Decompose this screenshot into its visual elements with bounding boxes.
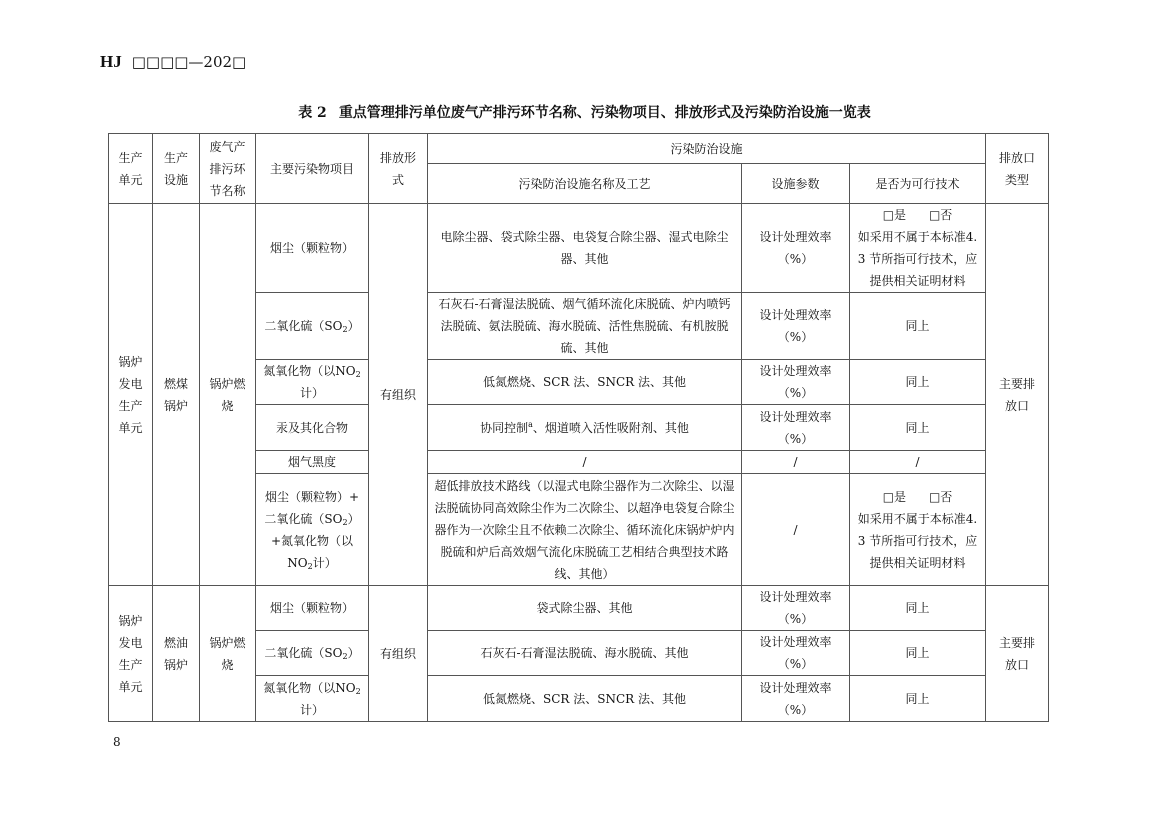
- cell-param: 设计处理效率（%）: [742, 631, 850, 676]
- cell-feasible: 同上: [850, 360, 986, 405]
- cell-feasible: /: [850, 451, 986, 474]
- cell-feasible: 同上: [850, 631, 986, 676]
- cell-pollutant: 二氧化硫$(SO_2)$: [256, 631, 369, 676]
- col-header-outlet: 排放口类型: [986, 134, 1049, 204]
- cell-control: 低氮燃烧、SCR 法、SNCR 法、其他: [428, 676, 742, 722]
- cell-pollutant: 氮氧化物（以$NO_2$计）: [256, 360, 369, 405]
- cell-source: 锅炉燃烧: [200, 204, 256, 586]
- col-header-param: 设施参数: [742, 164, 850, 204]
- cell-param: 设计处理效率（%）: [742, 204, 850, 293]
- cell-control: 超低排放技术路线（以湿式电除尘器作为二次除尘、以湿法脱硫协同高效除尘作为二次除尘、以超净电袋复合除尘器作为一次除尘且不依赖二次除尘、循环流化床锅炉炉内脱硫和炉后高效烟气流化床脱硫工艺相结合典型技术路线、其他）: [428, 474, 742, 586]
- cell-param: /: [742, 451, 850, 474]
- cell-param: 设计处理效率（%）: [742, 405, 850, 451]
- cell-control: 低氮燃烧、SCR 法、SNCR 法、其他: [428, 360, 742, 405]
- cell-control: /: [428, 451, 742, 474]
- cell-feasible: 同上: [850, 676, 986, 722]
- col-header-source: 废气产排污环节名称: [200, 134, 256, 204]
- col-header-unit: 生产单元: [109, 134, 153, 204]
- cell-control: 协同控制$^a$、烟道喷入活性吸附剂、其他: [428, 405, 742, 451]
- cell-outlet: 主要排放口: [986, 586, 1049, 722]
- cell-pollutant: 烟气黑度: [256, 451, 369, 474]
- table-title: [0, 102, 1169, 122]
- document-header: [100, 52, 246, 72]
- col-header-pollutant: 主要污染物项目: [256, 134, 369, 204]
- checkbox-yes: □是: [882, 489, 907, 504]
- col-header-control-name: 污染防治设施名称及工艺: [428, 164, 742, 204]
- pollution-control-table: [108, 133, 1049, 722]
- cell-pollutant: 烟尘（颗粒物）: [256, 204, 369, 293]
- feasible-note: 如采用不属于本标准4.3 节所指可行技术，应提供相关证明材料: [857, 230, 978, 288]
- checkbox-yes: □是: [882, 208, 907, 222]
- cell-form: 有组织: [369, 586, 428, 722]
- cell-control: 石灰石-石膏湿法脱硫、烟气循环流化床脱硫、炉内喷钙法脱硫、氨法脱硫、海水脱硫、活性焦脱硫、有机胺脱硫、其他: [428, 293, 742, 360]
- cell-facility: 燃油锅炉: [153, 586, 200, 722]
- cell-pollutant: 烟尘（颗粒物）+ 二氧化硫$(SO_2)$ +氮氧化物（以 $NO_2$计）: [256, 474, 369, 586]
- cell-pollutant: 氮氧化物（以$NO_2$计）: [256, 676, 369, 722]
- cell-control: 袋式除尘器、其他: [428, 586, 742, 631]
- cell-pollutant: 二氧化硫$(SO_2)$: [256, 293, 369, 360]
- table-row: [109, 204, 1049, 293]
- cell-source: 锅炉燃烧: [200, 586, 256, 722]
- feasible-note: 如采用不属于本标准4.3 节所指可行技术，应提供相关证明材料: [857, 511, 978, 570]
- checkbox-no: □否: [928, 489, 953, 504]
- header-code: □□□□—202□: [131, 53, 247, 71]
- cell-param: 设计处理效率（%）: [742, 586, 850, 631]
- cell-facility: 燃煤锅炉: [153, 204, 200, 586]
- col-header-form: 排放形式: [369, 134, 428, 204]
- cell-param: 设计处理效率（%）: [742, 676, 850, 722]
- col-header-control-group: 污染防治设施: [428, 134, 986, 164]
- cell-param: 设计处理效率（%）: [742, 360, 850, 405]
- cell-outlet: 主要排放口: [986, 204, 1049, 586]
- table-row: [109, 586, 1049, 631]
- header-prefix: HJ: [100, 52, 122, 71]
- cell-feasible: 同上: [850, 586, 986, 631]
- cell-feasible: [850, 474, 986, 586]
- cell-param: /: [742, 474, 850, 586]
- checkbox-no: □否: [928, 208, 953, 222]
- page-number: 8: [113, 735, 121, 749]
- cell-pollutant: 烟尘（颗粒物）: [256, 586, 369, 631]
- col-header-facility: 生产设施: [153, 134, 200, 204]
- table-number: 表 2: [298, 105, 327, 121]
- cell-unit: 锅炉发电生产单元: [109, 586, 153, 722]
- table-title-text: 重点管理排污单位废气产排污环节名称、污染物项目、排放形式及污染防治设施一览表: [338, 105, 871, 121]
- cell-form: 有组织: [369, 204, 428, 586]
- col-header-feasible: 是否为可行技术: [850, 164, 986, 204]
- cell-feasible: 同上: [850, 405, 986, 451]
- cell-pollutant: 汞及其化合物: [256, 405, 369, 451]
- cell-feasible: [850, 204, 986, 293]
- cell-param: 设计处理效率（%）: [742, 293, 850, 360]
- cell-control: 电除尘器、袋式除尘器、电袋复合除尘器、湿式电除尘器、其他: [428, 204, 742, 293]
- cell-feasible: 同上: [850, 293, 986, 360]
- cell-control: 石灰石-石膏湿法脱硫、海水脱硫、其他: [428, 631, 742, 676]
- cell-unit: 锅炉发电生产单元: [109, 204, 153, 586]
